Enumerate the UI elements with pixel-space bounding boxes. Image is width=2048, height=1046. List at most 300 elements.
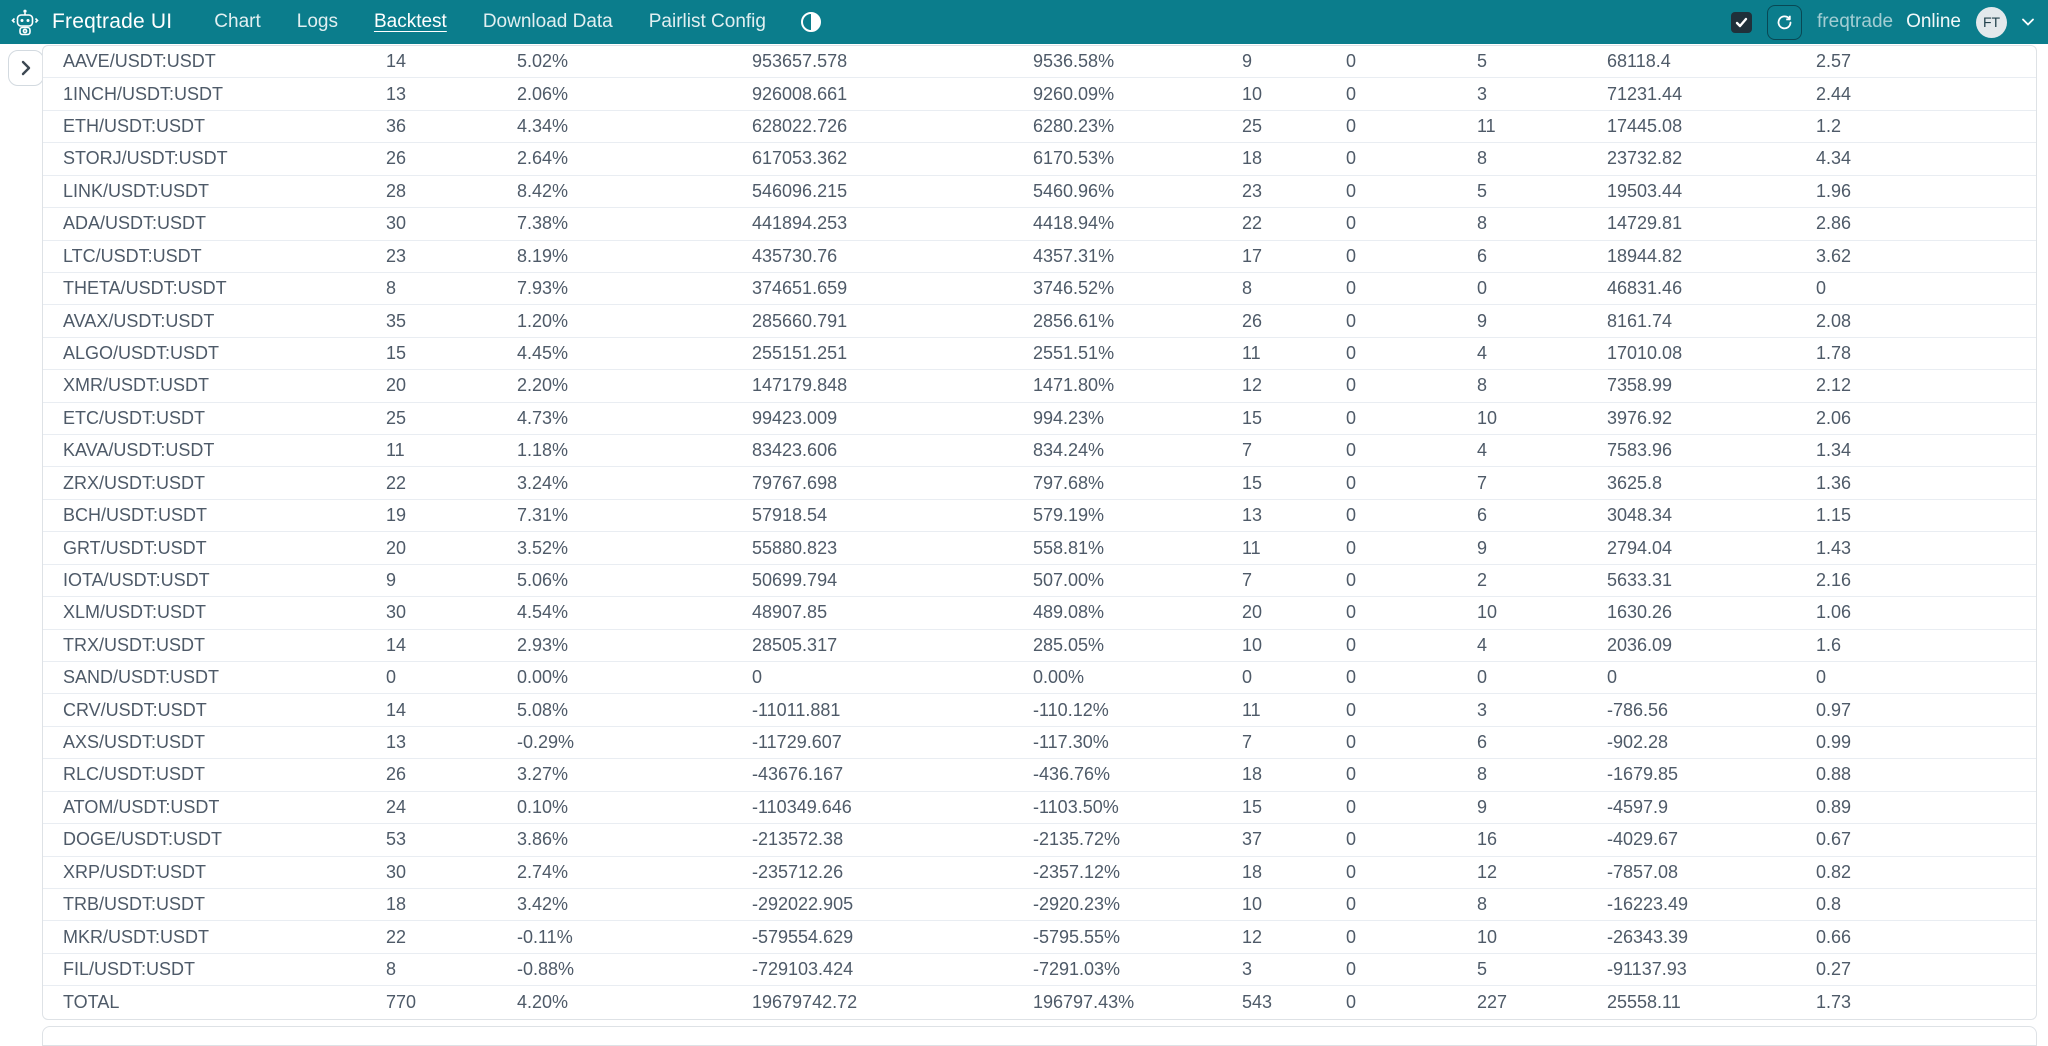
cell-trades: 24 [386,796,407,817]
cell-wins: 9 [1242,51,1253,72]
brand[interactable] [10,7,172,37]
cell-wins: 18 [1242,148,1263,169]
cell-total-profit: -579554.629 [752,926,854,947]
cell-profit-factor: 0.88 [1816,764,1852,785]
nav-item-download-data[interactable]: Download Data [482,11,613,32]
cell-trades: 14 [386,699,407,720]
cell-total-profit-pct: -2357.12% [1033,861,1121,882]
cell-avg-profit-pct: 3.86% [517,829,569,850]
table-row [43,111,2036,143]
cell-losses: 0 [1477,278,1488,299]
cell-trades: 14 [386,634,407,655]
cell-losses: 7 [1477,472,1488,493]
nav-item-backtest[interactable]: Backtest [373,11,447,32]
cell-drawdown: 25558.11 [1607,991,1681,1012]
cell-avg-profit-pct: 1.20% [517,310,569,331]
reload-button[interactable] [1767,5,1802,40]
sidebar-expand-button[interactable] [8,50,44,86]
cell-profit-factor: 2.57 [1816,51,1852,72]
cell-wins: 11 [1242,699,1261,720]
cell-wins: 12 [1242,926,1263,947]
cell-draws: 0 [1346,407,1357,428]
table-row [43,435,2036,467]
cell-avg-profit-pct: 5.02% [517,51,569,72]
cell-trades: 13 [386,732,407,753]
cell-avg-profit-pct: 5.08% [517,699,569,720]
cell-draws: 0 [1346,894,1357,915]
cell-total-profit: 57918.54 [752,505,828,526]
cell-trades: 30 [386,602,407,623]
cell-profit-factor: 0.99 [1816,732,1852,753]
cell-drawdown: -91137.93 [1607,959,1687,980]
cell-wins: 18 [1242,861,1263,882]
cell-losses: 8 [1477,213,1488,234]
cell-wins: 3 [1242,959,1253,980]
cell-pair: MKR/USDT:USDT [63,926,210,947]
cell-pair: TOTAL [63,991,120,1012]
bot-name-label[interactable]: freqtrade [1817,11,1894,32]
table-row [43,662,2036,694]
cell-profit-factor: 1.43 [1816,537,1852,558]
table-row [43,630,2036,662]
cell-profit-factor: 0.97 [1816,699,1852,720]
cell-total-profit-pct: 489.08% [1033,602,1105,623]
cell-wins: 25 [1242,116,1263,137]
cell-profit-factor: 0.82 [1816,861,1852,882]
cell-pair: AXS/USDT:USDT [63,732,206,753]
cell-avg-profit-pct: 2.93% [517,634,569,655]
cell-drawdown: 1630.26 [1607,602,1673,623]
cell-pair: GRT/USDT:USDT [63,537,207,558]
cell-profit-factor: 0 [1816,667,1827,688]
cell-avg-profit-pct: 8.19% [517,245,569,266]
cell-pair: 1INCH/USDT:USDT [63,83,224,104]
cell-wins: 13 [1242,505,1263,526]
cell-avg-profit-pct: 0.00% [517,667,569,688]
cell-draws: 0 [1346,213,1357,234]
cell-trades: 36 [386,116,407,137]
cell-drawdown: 3625.8 [1607,472,1663,493]
cell-total-profit: 50699.794 [752,569,838,590]
table-row [43,338,2036,370]
cell-avg-profit-pct: 2.06% [517,83,569,104]
cell-drawdown: 8161.74 [1607,310,1673,331]
cell-wins: 0 [1242,667,1253,688]
cell-losses: 4 [1477,440,1488,461]
table-row [43,370,2036,402]
table-row [43,727,2036,759]
cell-losses: 5 [1477,180,1488,201]
theme-half-circle-icon [800,11,822,33]
cell-drawdown: -1679.85 [1607,764,1679,785]
cell-pair: XRP/USDT:USDT [63,861,207,882]
cell-losses: 227 [1477,991,1508,1012]
check-icon [1735,16,1748,29]
user-avatar[interactable]: FT [1976,7,2007,38]
cell-total-profit-pct: 196797.43% [1033,991,1135,1012]
cell-trades: 22 [386,926,407,947]
cell-pair: TRX/USDT:USDT [63,634,206,655]
cell-total-profit: 285660.791 [752,310,848,331]
cell-wins: 10 [1242,83,1263,104]
cell-total-profit: -11729.607 [752,732,842,753]
table-row [43,792,2036,824]
cell-wins: 11 [1242,537,1261,558]
cell-total-profit-pct: 507.00% [1033,569,1105,590]
cell-losses: 9 [1477,537,1488,558]
table-row [43,532,2036,564]
cell-profit-factor: 1.34 [1816,440,1852,461]
cell-profit-factor: 0.89 [1816,796,1852,817]
cell-total-profit-pct: 2551.51% [1033,343,1115,363]
cell-trades: 20 [386,375,407,396]
cell-total-profit-pct: -2920.23% [1033,894,1121,915]
cell-drawdown: -16223.49 [1607,894,1689,915]
cell-total-profit: -213572.38 [752,829,844,850]
cell-pair: AAVE/USDT:USDT [63,51,216,72]
cell-pair: DOGE/USDT:USDT [63,829,223,850]
cell-total-profit-pct: 9260.09% [1033,83,1115,104]
cell-drawdown: 18944.82 [1607,245,1683,266]
chevron-right-icon [21,60,31,76]
bot-status-label: Online [1906,11,1961,32]
cell-trades: 13 [386,83,407,104]
cell-draws: 0 [1346,440,1357,461]
table-row [43,305,2036,337]
table-row [43,208,2036,240]
cell-losses: 10 [1477,926,1498,947]
cell-trades: 9 [386,569,397,590]
cell-total-profit: -43676.167 [752,764,844,785]
cell-trades: 26 [386,764,407,785]
cell-losses: 8 [1477,148,1488,169]
cell-losses: 8 [1477,375,1488,396]
cell-trades: 23 [386,245,407,266]
table-row [43,565,2036,597]
cell-total-profit-pct: 6170.53% [1033,148,1115,169]
cell-drawdown: -4029.67 [1607,829,1679,850]
cell-wins: 23 [1242,180,1263,201]
cell-trades: 53 [386,829,407,850]
cell-wins: 7 [1242,569,1253,590]
cell-drawdown: 17445.08 [1607,116,1683,137]
cell-profit-factor: 3.62 [1816,245,1852,266]
cell-drawdown: -7857.08 [1607,861,1679,882]
cell-draws: 0 [1346,959,1357,980]
cell-total-profit: 441894.253 [752,213,848,234]
cell-avg-profit-pct: 2.64% [517,148,569,169]
cell-losses: 3 [1477,83,1488,104]
cell-drawdown: 3048.34 [1607,505,1673,526]
cell-wins: 7 [1242,732,1253,753]
theme-toggle-button[interactable] [800,11,822,33]
cell-trades: 8 [386,959,397,980]
cell-draws: 0 [1346,83,1357,104]
cell-total-profit-pct: -5795.55% [1033,926,1121,947]
cell-profit-factor: 2.12 [1816,375,1852,396]
cell-pair: CRV/USDT:USDT [63,699,207,720]
cell-trades: 19 [386,505,407,526]
cell-trades: 770 [386,991,417,1012]
cell-drawdown: 23732.82 [1607,148,1683,169]
cell-total-profit-pct: -2135.72% [1033,829,1121,850]
cell-drawdown: -786.56 [1607,699,1669,720]
table-row [43,176,2036,208]
cell-pair: ALGO/USDT:USDT [63,343,220,363]
cell-profit-factor: 2.44 [1816,83,1852,104]
cell-total-profit-pct: 4357.31% [1033,245,1115,266]
cell-total-profit-pct: -436.76% [1033,764,1111,785]
cell-wins: 15 [1242,472,1263,493]
cell-pair: TRB/USDT:USDT [63,894,206,915]
cell-avg-profit-pct: 4.73% [517,407,569,428]
cell-drawdown: 71231.44 [1607,83,1683,104]
cell-draws: 0 [1346,537,1357,558]
cell-trades: 26 [386,148,407,169]
cell-drawdown: 7358.99 [1607,375,1673,396]
auto-refresh-checkbox[interactable] [1731,12,1752,33]
cell-pair: THETA/USDT:USDT [63,278,227,299]
cell-losses: 0 [1477,667,1488,688]
cell-drawdown: -4597.9 [1607,796,1669,817]
cell-losses: 10 [1477,407,1498,428]
cell-losses: 5 [1477,51,1488,72]
cell-drawdown: 2794.04 [1607,537,1673,558]
cell-wins: 12 [1242,375,1263,396]
table-row [43,857,2036,889]
cell-total-profit: 55880.823 [752,537,838,558]
cell-pair: ATOM/USDT:USDT [63,796,220,817]
cell-profit-factor: 4.34 [1816,148,1852,169]
cell-losses: 4 [1477,343,1488,363]
cell-total-profit: -235712.26 [752,861,844,882]
cell-profit-factor: 1.36 [1816,472,1852,493]
cell-avg-profit-pct: 3.52% [517,537,569,558]
cell-pair: ETC/USDT:USDT [63,407,206,428]
cell-draws: 0 [1346,148,1357,169]
cell-profit-factor: 1.6 [1816,634,1842,655]
cell-total-profit: 19679742.72 [752,991,858,1012]
cell-draws: 0 [1346,343,1357,363]
table-row [43,759,2036,791]
next-section-card [42,1026,2037,1046]
cell-total-profit: 28505.317 [752,634,838,655]
cell-total-profit-pct: 0.00% [1033,667,1085,688]
cell-total-profit: 99423.009 [752,407,838,428]
cell-avg-profit-pct: 1.18% [517,440,569,461]
cell-drawdown: 3976.92 [1607,407,1673,428]
cell-draws: 0 [1346,51,1357,72]
cell-wins: 22 [1242,213,1263,234]
cell-draws: 0 [1346,732,1357,753]
cell-wins: 10 [1242,634,1263,655]
cell-total-profit-pct: 2856.61% [1033,310,1115,331]
cell-avg-profit-pct: 7.38% [517,213,569,234]
cell-trades: 15 [386,343,407,363]
cell-total-profit: 255151.251 [752,343,848,363]
cell-total-profit: 147179.848 [752,375,848,396]
cell-total-profit: -11011.881 [752,699,841,720]
cell-losses: 16 [1477,829,1498,850]
cell-profit-factor: 0.27 [1816,959,1852,980]
cell-trades: 25 [386,407,407,428]
cell-total-profit-pct: 285.05% [1033,634,1105,655]
cell-avg-profit-pct: 3.24% [517,472,569,493]
cell-pair: SAND/USDT:USDT [63,667,220,688]
cell-avg-profit-pct: 7.31% [517,505,569,526]
cell-draws: 0 [1346,472,1357,493]
cell-wins: 15 [1242,796,1263,817]
cell-total-profit-pct: 3746.52% [1033,278,1115,299]
cell-total-profit-pct: 994.23% [1033,407,1105,428]
cell-trades: 14 [386,51,407,72]
cell-profit-factor: 1.73 [1816,991,1852,1012]
cell-total-profit: 953657.578 [752,51,848,72]
cell-drawdown: 19503.44 [1607,180,1683,201]
cell-wins: 37 [1242,829,1263,850]
cell-pair: AVAX/USDT:USDT [63,310,215,331]
cell-avg-profit-pct: -0.11% [517,926,573,947]
cell-wins: 10 [1242,894,1263,915]
cell-profit-factor: 1.15 [1816,505,1852,526]
cell-drawdown: -902.28 [1607,732,1669,753]
cell-losses: 8 [1477,764,1488,785]
cell-avg-profit-pct: 8.42% [517,180,569,201]
cell-profit-factor: 0 [1816,278,1827,299]
cell-total-profit: 435730.76 [752,245,838,266]
table-row [43,46,2036,78]
cell-draws: 0 [1346,310,1357,331]
cell-pair: IOTA/USDT:USDT [63,569,210,590]
cell-avg-profit-pct: -0.29% [517,732,575,753]
cell-avg-profit-pct: 4.34% [517,116,569,137]
cell-losses: 4 [1477,634,1488,655]
cell-pair: BCH/USDT:USDT [63,505,208,526]
cell-wins: 18 [1242,764,1263,785]
cell-profit-factor: 2.08 [1816,310,1852,331]
robot-icon [10,7,40,37]
cell-pair: RLC/USDT:USDT [63,764,206,785]
cell-avg-profit-pct: 2.20% [517,375,569,396]
cell-total-profit: -729103.424 [752,959,854,980]
cell-avg-profit-pct: -0.88% [517,959,575,980]
cell-total-profit-pct: 834.24% [1033,440,1105,461]
cell-drawdown: 17010.08 [1607,343,1683,363]
cell-draws: 0 [1346,375,1357,396]
cell-draws: 0 [1346,602,1357,623]
table-row [43,824,2036,856]
cell-losses: 3 [1477,699,1488,720]
backtest-results-table [42,45,2037,1020]
cell-trades: 35 [386,310,407,331]
cell-losses: 5 [1477,959,1488,980]
cell-profit-factor: 0.66 [1816,926,1852,947]
cell-losses: 12 [1477,861,1498,882]
cell-profit-factor: 1.96 [1816,180,1852,201]
cell-losses: 6 [1477,505,1488,526]
cell-total-profit: 374651.659 [752,278,848,299]
reload-icon [1776,14,1793,31]
cell-avg-profit-pct: 3.42% [517,894,569,915]
cell-drawdown: 2036.09 [1607,634,1673,655]
cell-losses: 9 [1477,796,1488,817]
cell-wins: 15 [1242,407,1263,428]
cell-draws: 0 [1346,180,1357,201]
cell-trades: 11 [386,440,405,461]
main-nav [214,11,766,33]
cell-drawdown: 14729.81 [1607,213,1683,234]
cell-trades: 20 [386,537,407,558]
cell-profit-factor: 0.67 [1816,829,1852,850]
table-row [43,921,2036,953]
cell-avg-profit-pct: 2.74% [517,861,569,882]
cell-total-profit: 546096.215 [752,180,848,201]
cell-draws: 0 [1346,796,1357,817]
cell-draws: 0 [1346,926,1357,947]
table-row [43,500,2036,532]
cell-total-profit-pct: 9536.58% [1033,51,1115,72]
cell-total-profit: -292022.905 [752,894,854,915]
cell-pair: KAVA/USDT:USDT [63,440,215,461]
app-title: Freqtrade UI [52,10,173,33]
table-row [43,986,2036,1018]
cell-total-profit-pct: 579.19% [1033,505,1105,526]
cell-pair: LTC/USDT:USDT [63,245,202,266]
table-row [43,694,2036,726]
cell-trades: 30 [386,861,407,882]
cell-total-profit-pct: 1471.80% [1033,375,1115,396]
nav-item-pairlist-config[interactable]: Pairlist Config [648,11,766,32]
cell-trades: 18 [386,894,407,915]
table-row [43,403,2036,435]
cell-avg-profit-pct: 4.20% [517,991,569,1012]
table-row [43,467,2036,499]
cell-losses: 2 [1477,569,1488,590]
cell-wins: 7 [1242,440,1253,461]
table-row [43,273,2036,305]
nav-item-chart[interactable]: Chart [214,11,261,32]
cell-losses: 10 [1477,602,1498,623]
cell-wins: 17 [1242,245,1263,266]
cell-total-profit: 617053.362 [752,148,848,169]
cell-draws: 0 [1346,278,1357,299]
cell-trades: 8 [386,278,397,299]
cell-total-profit: 0 [752,667,763,688]
top-navbar [0,0,2048,44]
cell-total-profit: 48907.85 [752,602,828,623]
cell-pair: ADA/USDT:USDT [63,213,207,234]
cell-total-profit: 83423.606 [752,440,838,461]
cell-avg-profit-pct: 7.93% [517,278,569,299]
cell-draws: 0 [1346,245,1357,266]
chevron-down-icon[interactable] [2022,18,2034,26]
cell-total-profit-pct: 5460.96% [1033,180,1115,201]
cell-draws: 0 [1346,861,1357,882]
cell-profit-factor: 2.16 [1816,569,1852,590]
cell-pair: XMR/USDT:USDT [63,375,210,396]
cell-losses: 6 [1477,245,1488,266]
cell-total-profit-pct: -1103.50% [1033,796,1119,817]
cell-draws: 0 [1346,505,1357,526]
table-row [43,954,2036,986]
cell-total-profit: 926008.661 [752,83,848,104]
table-row [43,597,2036,629]
cell-losses: 8 [1477,894,1488,915]
cell-drawdown: 7583.96 [1607,440,1673,461]
nav-item-logs[interactable]: Logs [296,11,338,32]
cell-profit-factor: 2.86 [1816,213,1852,234]
cell-total-profit-pct: 558.81% [1033,537,1105,558]
